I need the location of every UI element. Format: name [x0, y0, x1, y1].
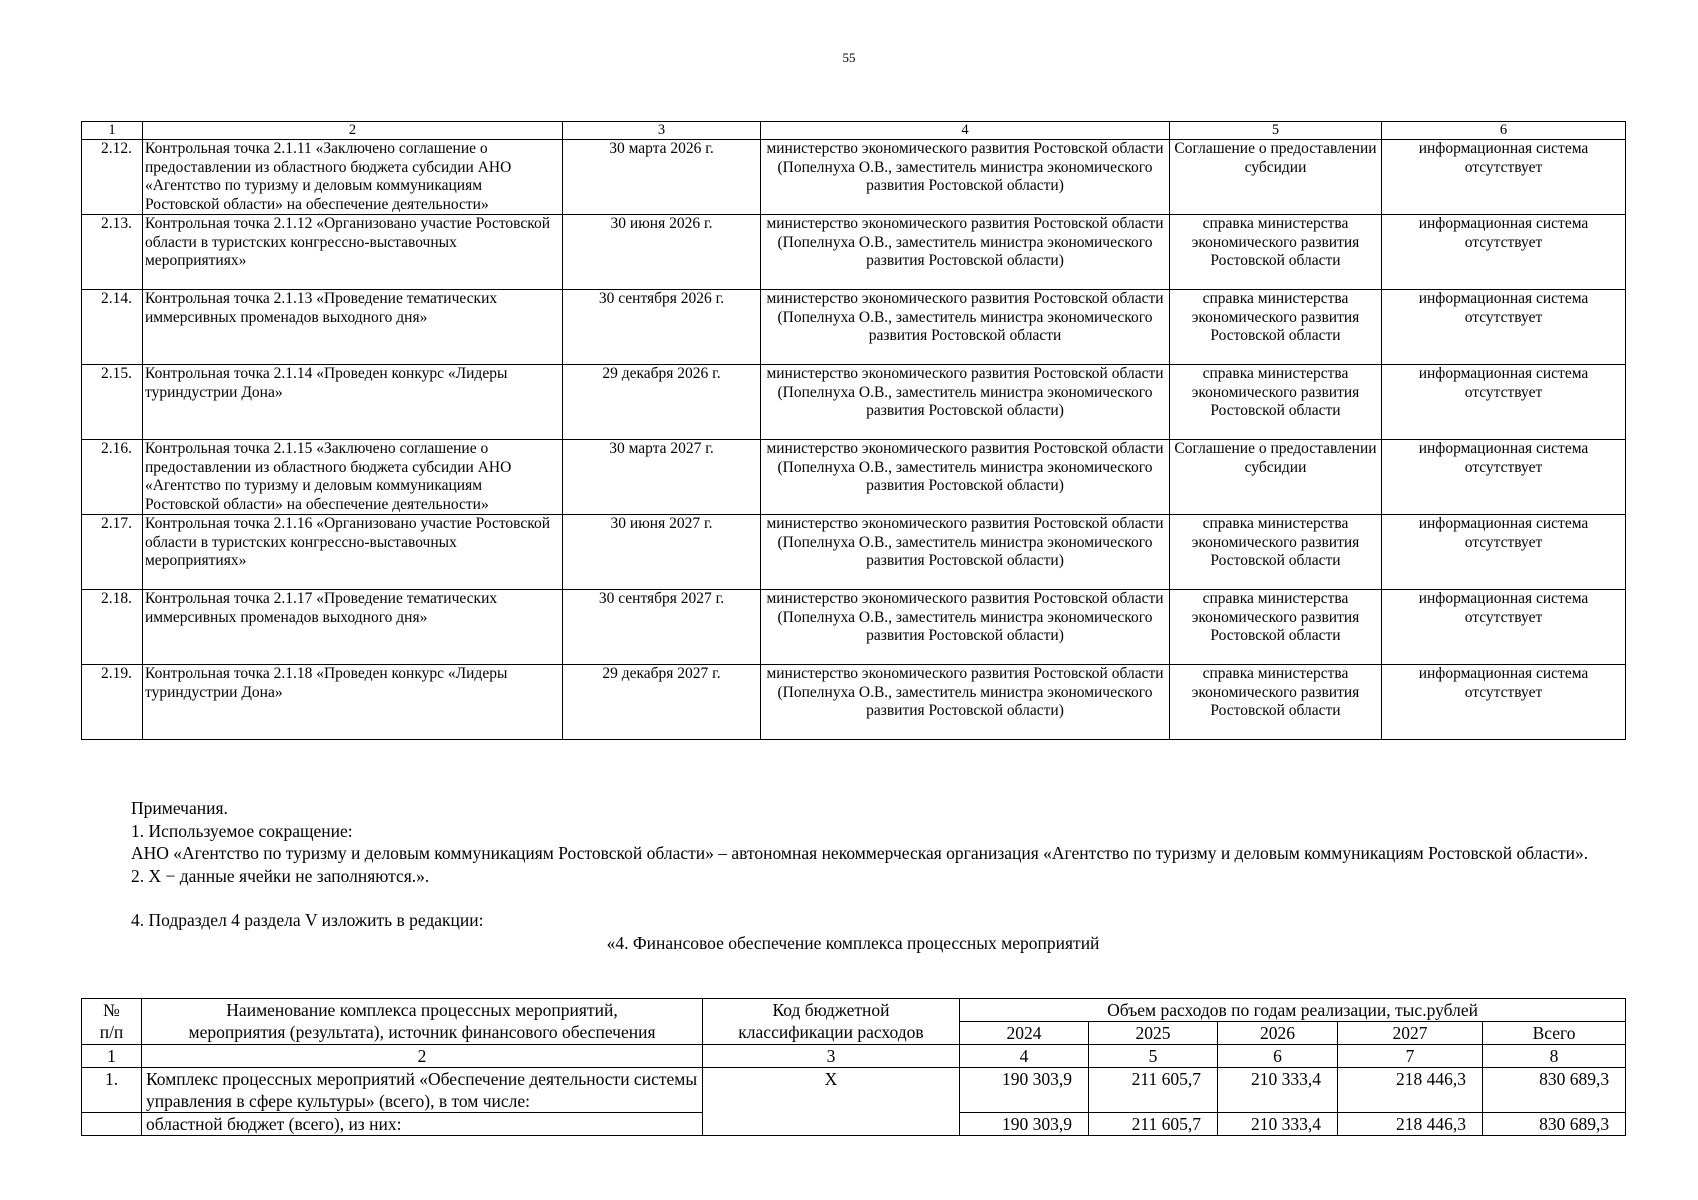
control-point-document: справка министерства экономического развития Ростовской области [1170, 215, 1382, 290]
control-point-document: справка министерства экономического развития Ростовской области [1170, 515, 1382, 590]
control-point-name: Контрольная точка 2.1.15 «Заключено соглашение о предоставлении из областного бюджета субсидии АНО «Агентство по туризму и деловым коммуникациям Ростовской области» на обеспечение деятельности» [143, 440, 563, 515]
fin-header-number-line1: № [103, 1000, 120, 1020]
control-point-row [82, 215, 1626, 290]
column-number: 7 [1338, 1045, 1483, 1068]
control-point-info-system: информационная система отсутствует [1382, 290, 1626, 365]
notes-section [81, 797, 1625, 954]
control-point-responsible: министерство экономического развития Ростовской области (Попелнуха О.В., заместитель министра экономического развития Ростовской области) [761, 365, 1170, 440]
column-number: 2 [142, 1045, 703, 1068]
subsection-title: «4. Финансовое обеспечение комплекса процессных мероприятий [606, 932, 1100, 953]
control-point-info-system: информационная система отсутствует [1382, 215, 1626, 290]
control-point-name: Контрольная точка 2.1.18 «Проведен конкурс «Лидеры туриндустрии Дона» [143, 665, 563, 740]
notes-abbreviation: АНО «Агентство по туризму и деловым коммуникациям Ростовской области» – автономная некоммерческая организация «Агентство по туризму и деловым коммуникациям Ростовской области». [131, 843, 1589, 863]
control-point-row [82, 665, 1626, 740]
notes-item-1: 1. Используемое сокращение: [131, 820, 353, 841]
control-point-info-system: информационная система отсутствует [1382, 515, 1626, 590]
control-point-responsible: министерство экономического развития Ростовской области (Попелнуха О.В., заместитель министра экономического развития Ростовской области [761, 290, 1170, 365]
column-number: 4 [761, 122, 1170, 140]
fin-value: 210 333,4 [1218, 1068, 1338, 1113]
fin-row-code: X [703, 1068, 960, 1136]
fin-value: 830 689,3 [1483, 1068, 1626, 1113]
column-number-row [82, 122, 1626, 140]
row-number: 2.12. [82, 140, 143, 215]
fin-header-name-line2: мероприятия (результата), источник финансового обеспечения [188, 1022, 656, 1042]
column-number: 6 [1218, 1045, 1338, 1068]
fin-value: 211 605,7 [1089, 1068, 1218, 1113]
fin-header-code [703, 999, 960, 1045]
control-point-info-system: информационная система отсутствует [1382, 365, 1626, 440]
row-number: 2.13. [82, 215, 143, 290]
page-number: 55 [842, 50, 856, 65]
fin-value: 190 303,9 [960, 1113, 1089, 1136]
fin-row-name: областной бюджет (всего), из них: [142, 1113, 703, 1136]
column-number: 6 [1382, 122, 1626, 140]
control-point-info-system: информационная система отсутствует [1382, 590, 1626, 665]
row-number: 2.16. [82, 440, 143, 515]
control-point-date: 30 марта 2027 г. [563, 440, 761, 515]
fin-header-number [82, 999, 142, 1045]
fin-header-code-line2: классификации расходов [738, 1022, 924, 1042]
control-point-name: Контрольная точка 2.1.13 «Проведение тематических иммерсивных променадов выходного дня» [143, 290, 563, 365]
fin-row-complex [82, 1068, 1626, 1113]
fin-value: 210 333,4 [1218, 1113, 1338, 1136]
fin-header-row-1 [82, 999, 1626, 1022]
control-point-row [82, 590, 1626, 665]
control-point-responsible: министерство экономического развития Ростовской области (Попелнуха О.В., заместитель министра экономического развития Ростовской области) [761, 440, 1170, 515]
control-point-document: Соглашение о предоставлении субсидии [1170, 140, 1382, 215]
fin-value: 218 446,3 [1338, 1113, 1483, 1136]
control-point-name: Контрольная точка 2.1.16 «Организовано участие Ростовской области в туристских конгрессно-выставочных мероприятиях» [143, 515, 563, 590]
control-point-row [82, 515, 1626, 590]
control-point-row [82, 140, 1626, 215]
control-point-responsible: министерство экономического развития Ростовской области (Попелнуха О.В., заместитель министра экономического развития Ростовской области) [761, 515, 1170, 590]
control-point-name: Контрольная точка 2.1.14 «Проведен конкурс «Лидеры туриндустрии Дона» [143, 365, 563, 440]
fin-header-year: 2026 [1218, 1022, 1338, 1045]
fin-row-number [82, 1113, 142, 1136]
row-number: 2.17. [82, 515, 143, 590]
column-number: 5 [1170, 122, 1382, 140]
amendment-instruction: 4. Подраздел 4 раздела V изложить в редакции: [131, 910, 484, 930]
control-point-row [82, 290, 1626, 365]
control-point-row [82, 365, 1626, 440]
notes-heading: Примечания. [131, 798, 228, 818]
financing-table [81, 998, 1626, 1136]
fin-value: 190 303,9 [960, 1068, 1089, 1113]
fin-header-year: 2025 [1089, 1022, 1218, 1045]
fin-value: 830 689,3 [1483, 1113, 1626, 1136]
control-point-responsible: министерство экономического развития Ростовской области (Попелнуха О.В., заместитель министра экономического развития Ростовской области) [761, 665, 1170, 740]
control-point-date: 29 декабря 2026 г. [563, 365, 761, 440]
row-number: 2.15. [82, 365, 143, 440]
column-number: 5 [1089, 1045, 1218, 1068]
fin-header-year: 2024 [960, 1022, 1089, 1045]
fin-header-total: Всего [1483, 1022, 1626, 1045]
column-number: 2 [143, 122, 563, 140]
control-point-document: справка министерства экономического развития Ростовской области [1170, 665, 1382, 740]
control-point-document: Соглашение о предоставлении субсидии [1170, 440, 1382, 515]
control-point-name: Контрольная точка 2.1.12 «Организовано участие Ростовской области в туристских конгрессно-выставочных мероприятиях» [143, 215, 563, 290]
fin-row-name: Комплекс процессных мероприятий «Обеспечение деятельности системы управления в сфере культуры» (всего), в том числе: [142, 1068, 703, 1113]
column-number: 1 [82, 122, 143, 140]
fin-value: 211 605,7 [1089, 1113, 1218, 1136]
control-point-document: справка министерства экономического развития Ростовской области [1170, 590, 1382, 665]
control-point-date: 30 июня 2027 г. [563, 515, 761, 590]
control-point-responsible: министерство экономического развития Ростовской области (Попелнуха О.В., заместитель министра экономического развития Ростовской области) [761, 215, 1170, 290]
control-point-row [82, 440, 1626, 515]
row-number: 2.18. [82, 590, 143, 665]
control-point-info-system: информационная система отсутствует [1382, 140, 1626, 215]
control-point-info-system: информационная система отсутствует [1382, 665, 1626, 740]
control-point-date: 30 июня 2026 г. [563, 215, 761, 290]
control-point-name: Контрольная точка 2.1.17 «Проведение тематических иммерсивных променадов выходного дня» [143, 590, 563, 665]
row-number: 2.19. [82, 665, 143, 740]
control-point-responsible: министерство экономического развития Ростовской области (Попелнуха О.В., заместитель министра экономического развития Ростовской области) [761, 590, 1170, 665]
fin-header-year: 2027 [1338, 1022, 1483, 1045]
control-point-document: справка министерства экономического развития Ростовской области [1170, 290, 1382, 365]
control-point-date: 30 сентября 2027 г. [563, 590, 761, 665]
column-number: 3 [703, 1045, 960, 1068]
notes-item-2: 2. X − данные ячейки не заполняются.». [131, 865, 430, 886]
fin-header-name-line1: Наименование комплекса процессных мероприятий, [226, 1000, 618, 1020]
control-point-responsible: министерство экономического развития Ростовской области (Попелнуха О.В., заместитель министра экономического развития Ростовской области) [761, 140, 1170, 215]
fin-header-number-line2: п/п [99, 1022, 124, 1042]
fin-column-number-row [82, 1045, 1626, 1068]
fin-header-name [142, 999, 703, 1045]
fin-header-code-line1: Код бюджетной [772, 1000, 890, 1020]
column-number: 4 [960, 1045, 1089, 1068]
control-point-date: 30 сентября 2026 г. [563, 290, 761, 365]
control-point-document: справка министерства экономического развития Ростовской области [1170, 365, 1382, 440]
column-number: 3 [563, 122, 761, 140]
fin-row-number: 1. [82, 1068, 142, 1113]
control-point-date: 30 марта 2026 г. [563, 140, 761, 215]
row-number: 2.14. [82, 290, 143, 365]
fin-value: 218 446,3 [1338, 1068, 1483, 1113]
control-point-date: 29 декабря 2027 г. [563, 665, 761, 740]
fin-header-volume: Объем расходов по годам реализации, тыс.рублей [960, 999, 1626, 1022]
control-point-name: Контрольная точка 2.1.11 «Заключено соглашение о предоставлении из областного бюджета субсидии АНО «Агентство по туризму и деловым коммуникациям Ростовской области» на обеспечение деятельности» [143, 140, 563, 215]
control-points-table [81, 121, 1626, 740]
column-number: 8 [1483, 1045, 1626, 1068]
control-point-info-system: информационная система отсутствует [1382, 440, 1626, 515]
column-number: 1 [82, 1045, 142, 1068]
